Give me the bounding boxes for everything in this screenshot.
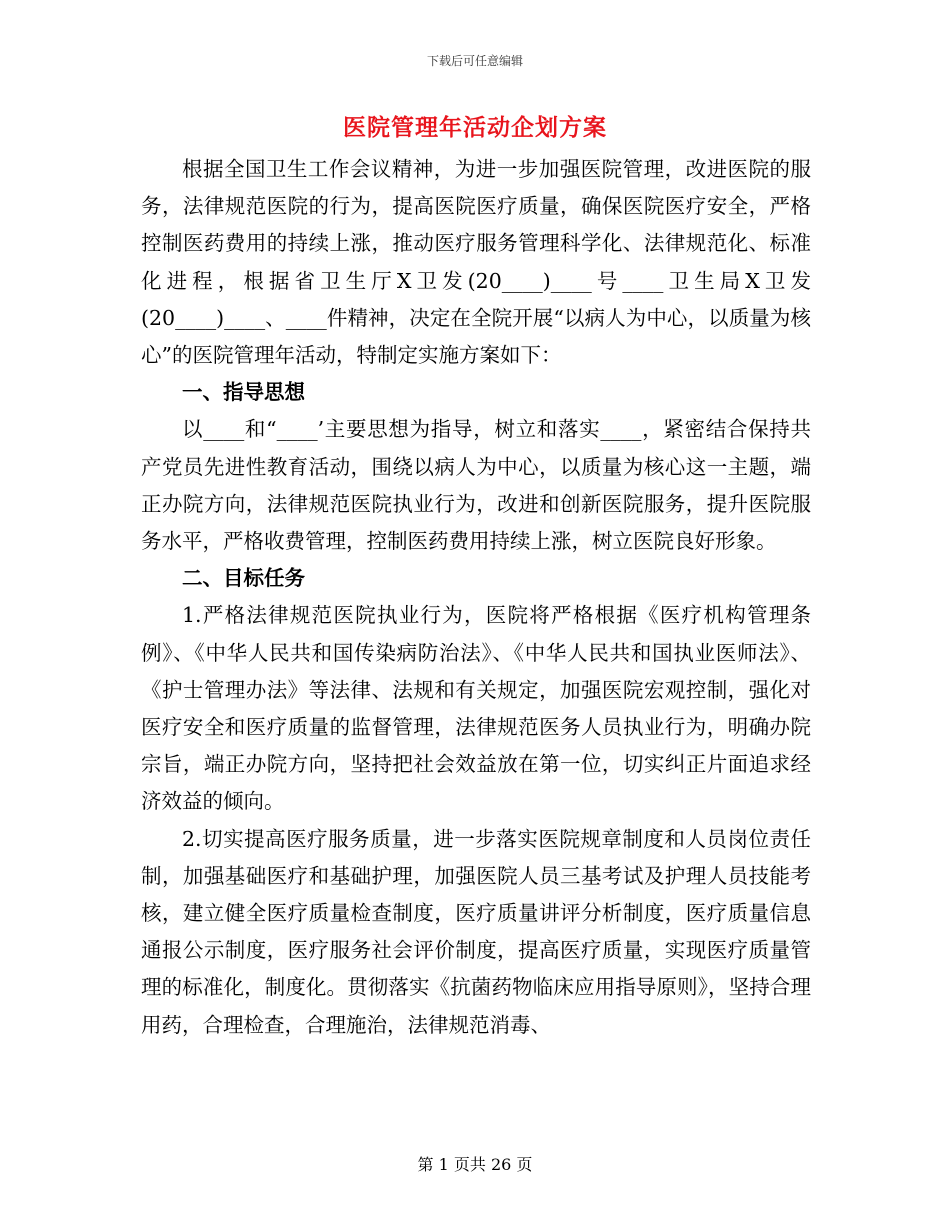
intro-paragraph: 根据全国卫生工作会议精神，为进一步加强医院管理，改进医院的服务，法律规范医院的行为，提高医院医疗质量，确保医院医疗安全，严格控制医药费用的持续上涨，推动医疗服务管理科学化、法律规范化、标准化进程，根据省卫生厅X卫发(20____)____号____卫生局X卫发(20____)____、____件精神，决定在全院开展“以病人为中心，以质量为核心”的医院管理年活动，特制定实施方案如下： — [141, 157, 811, 368]
document-title: 医院管理年活动企划方案 — [343, 114, 607, 141]
header-note: 下载后可任意编辑 — [426, 54, 523, 68]
document-body — [141, 151, 811, 1044]
guiding-ideology-paragraph: 以____和“____’主要思想为指导，树立和落实____，紧密结合保持共产党员先进性教育活动，围绕以病人为中心，以质量为核心这一主题，端正办院方向，法律规范医院执业行为，改进和创新医院服务，提升医院服务水平，严格收费管理，控制医药费用持续上涨，树立医院良好形象。 — [141, 417, 811, 554]
goal-item-1-paragraph: 1.严格法律规范医院执业行为，医院将严格根据《医疗机构管理条例》、《中华人民共和国传染病防治法》、《中华人民共和国执业医师法》、《护士管理办法》等法律、法规和有关规定，加强医院宏观控制，强化对医疗安全和医疗质量的监督管理，法律规范医务人员执业行为，明确办院宗旨，端正办院方向，坚持把社会效益放在第一位，切实纠正片面追求经济效益的倾向。 — [141, 603, 811, 814]
section-heading-guiding-ideology: 一、指导思想 — [182, 380, 305, 405]
goal-item-2-paragraph: 2.切实提高医疗服务质量，进一步落实医院规章制度和人员岗位责任制，加强基础医疗和基础护理，加强医院人员三基考试及护理人员技能考核，建立健全医疗质量检查制度，医疗质量讲评分析制度，医疗质量信息通报公示制度，医疗服务社会评价制度，提高医疗质量，实现医疗质量管理的标准化，制度化。贯彻落实《抗菌药物临床应用指导原则》，坚持合理用药，合理检查，合理施治，法律规范消毒、 — [141, 826, 811, 1037]
page-number: 第 1 页共 26 页 — [417, 1155, 533, 1174]
section-heading-goals: 二、目标任务 — [182, 566, 305, 591]
